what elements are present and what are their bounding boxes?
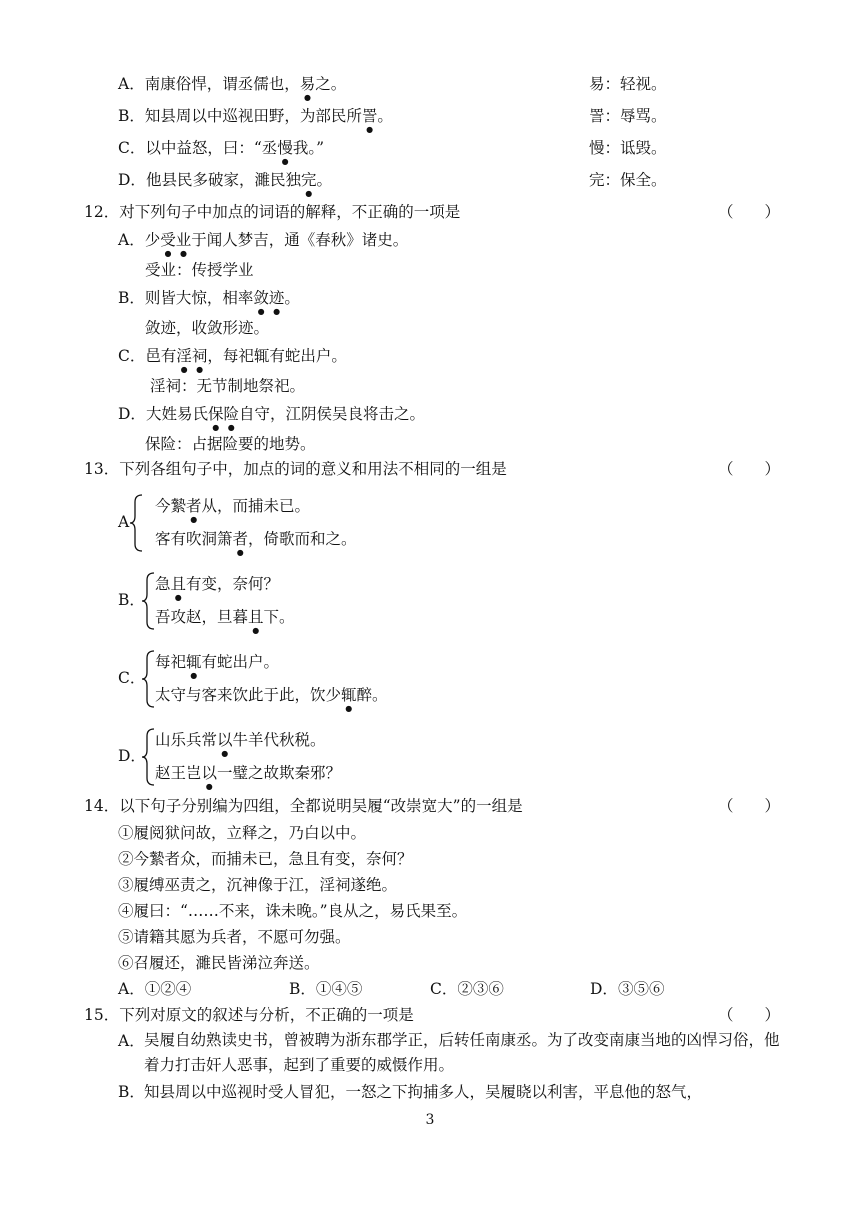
q14-choice-b[interactable]: [289, 979, 362, 999]
q11-option-c: [118, 138, 324, 158]
q12-option-b: [118, 288, 300, 308]
q13-group-b-line2: 吾攻赵，旦暮且下。: [155, 608, 295, 626]
q13-group-a-letter: A: [118, 513, 130, 531]
option-letter: A．: [118, 231, 145, 249]
choice-letter: C．: [430, 980, 458, 998]
option-text: 知县周以中巡视田野，为部民所詈。: [144, 107, 393, 125]
q12-option-d: [118, 404, 425, 424]
q13-group-c-letter: C．: [118, 669, 146, 687]
q13-group-a-line1: 今縶者从，而捕未已。: [155, 497, 311, 515]
choice-letter: D．: [590, 980, 618, 998]
q15-option-a-letter: A．: [118, 1032, 145, 1050]
q13-stem: [84, 459, 507, 479]
q14-stem: [84, 796, 523, 816]
q12-stem: [84, 202, 460, 222]
brace-icon: [141, 728, 155, 786]
question-number: 15．: [84, 1006, 120, 1024]
q11-option-b: [118, 106, 393, 126]
option-text: 邑有淫祠，每祀辄有蛇出户。: [145, 347, 347, 365]
q14-choice-a[interactable]: [118, 979, 191, 999]
choice-text: ①②④: [144, 980, 192, 998]
q14-item: ⑤请籍其愿为兵者，不愿可勿强。: [118, 928, 351, 946]
option-text: 少受业于闻人梦吉，通《春秋》诸史。: [144, 231, 409, 249]
q11-gloss-b: 詈：辱骂。: [589, 107, 667, 125]
q12-gloss-b: 敛迹，收敛形迹。: [145, 319, 270, 337]
option-letter: C．: [118, 139, 146, 157]
question-stem: 对下列句子中加点的词语的解释，不正确的一项是: [119, 203, 461, 221]
option-text: 以中益怒，曰：“丞慢我。”: [145, 139, 325, 157]
q13-group-c-line1: 每祀辄有蛇出户。: [155, 653, 280, 671]
q12-answer-paren[interactable]: （ ）: [718, 203, 781, 221]
choice-text: ③⑤⑥: [617, 980, 665, 998]
option-letter: B．: [118, 289, 145, 307]
q11-gloss-d: 完：保全。: [589, 171, 667, 189]
question-number: 13．: [84, 460, 120, 478]
q13-group-b-letter: B．: [118, 591, 145, 609]
q15-option-b-letter: B．: [118, 1083, 145, 1101]
q12-option-c: [118, 346, 347, 366]
q11-option-a: [118, 74, 346, 94]
q14-choice-d[interactable]: [590, 979, 664, 999]
q13-group-d-letter: D．: [118, 747, 146, 765]
question-stem: 以下句子分别编为四组，全都说明吴履“改崇宽大”的一组是: [119, 797, 523, 815]
q13-group-d-line2: 赵王岂以一璧之故欺秦邪？: [155, 764, 342, 782]
option-letter: A．: [118, 75, 145, 93]
q12-gloss-d: 保险：占据险要的地势。: [145, 435, 316, 453]
q14-item: ④履曰：“……不来，诛未晚。”良从之，易氏果至。: [118, 902, 468, 920]
q15-option-a-text: 吴履自幼熟读史书，曾被聘为浙东郡学正，后转任南康丞。为了改变南康当地的凶悍习俗，他着力打击奸人恶事，起到了重要的威慑作用。: [144, 1031, 780, 1074]
option-letter: C．: [118, 347, 146, 365]
q14-item: ⑥召履还，濉民皆涕泣奔送。: [118, 954, 320, 972]
question-stem: 下列各组句子中，加点的词的意义和用法不相同的一组是: [119, 460, 507, 478]
q11-gloss-c: 慢：诋毁。: [589, 139, 667, 157]
option-text: 大姓易氏保险自守，江阴侯吴良将击之。: [145, 405, 425, 423]
q14-item: ②今縶者众，而捕未已，急且有变，奈何？: [118, 850, 413, 868]
q11-option-d: [118, 170, 332, 190]
choice-letter: B．: [289, 980, 316, 998]
q11-gloss-a: 易：轻视。: [589, 75, 667, 93]
brace-icon: [141, 572, 155, 630]
q12-option-a: [118, 230, 408, 250]
page-number: 3: [425, 1112, 435, 1128]
q13-group-c-line2: 太守与客来饮此于此，饮少辄醉。: [155, 686, 388, 704]
q15-answer-paren[interactable]: （ ）: [718, 1006, 781, 1024]
q12-gloss-c: 淫祠：无节制地祭祀。: [150, 377, 306, 395]
choice-text: ①④⑤: [315, 980, 363, 998]
q14-choice-c[interactable]: [430, 979, 504, 999]
option-letter: B．: [118, 107, 145, 125]
q15-option-b-text: 知县周以中巡视时受人冒犯，一怒之下拘捕多人，吴履晓以利害，平息他的怒气，: [144, 1083, 703, 1101]
choice-text: ②③⑥: [457, 980, 504, 998]
brace-icon: [129, 494, 143, 552]
choice-letter: A．: [118, 980, 145, 998]
option-letter: D．: [118, 405, 146, 423]
q14-item: ③履缚巫责之，沉神像于江，淫祠遂绝。: [118, 876, 398, 894]
option-text: 他县民多破家，濉民独完。: [145, 171, 332, 189]
q13-group-a-line2: 客有吹洞箫者，倚歌而和之。: [155, 530, 357, 548]
question-number: 14．: [84, 797, 120, 815]
q15-stem: [84, 1005, 414, 1025]
option-text: 南康俗悍，谓丞儒也，易之。: [144, 75, 347, 93]
option-letter: D．: [118, 171, 146, 189]
q12-gloss-a: 受业：传授学业: [145, 261, 254, 279]
brace-icon: [141, 650, 155, 708]
q13-answer-paren[interactable]: （ ）: [718, 460, 781, 478]
q14-answer-paren[interactable]: （ ）: [718, 797, 781, 815]
q14-item: ①履阅狱问故，立释之，乃白以中。: [118, 824, 367, 842]
q13-group-d-line1: 山乐兵常以牛羊代秋税。: [155, 731, 326, 749]
question-stem: 下列对原文的叙述与分析，不正确的一项是: [119, 1006, 414, 1024]
question-number: 12．: [84, 203, 120, 221]
option-text: 则皆大惊，相率敛迹。: [144, 289, 300, 307]
q13-group-b-line1: 急且有变，奈何？: [155, 575, 280, 593]
